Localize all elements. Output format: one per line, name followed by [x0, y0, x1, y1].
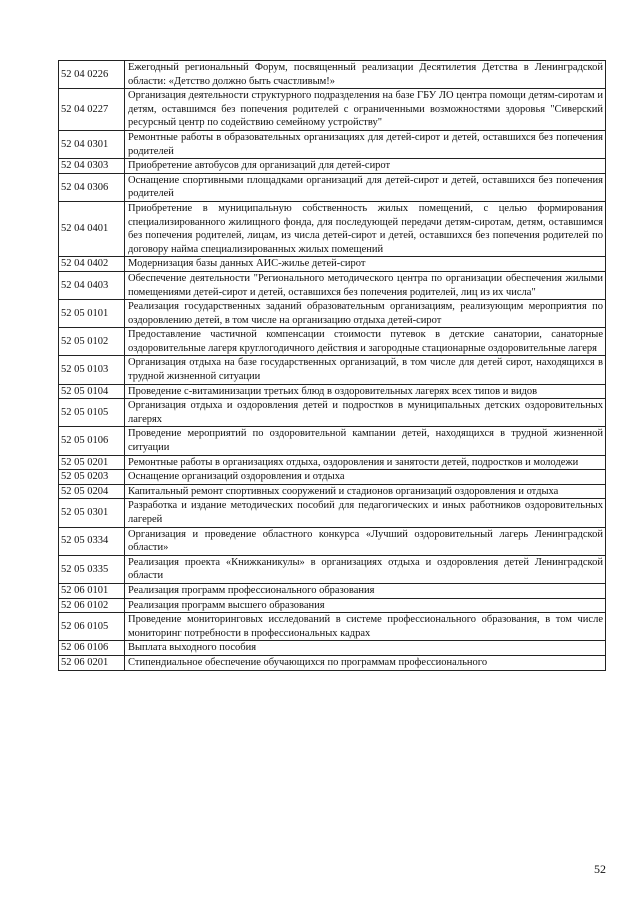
row-description: Реализация программ высшего образования	[125, 598, 606, 613]
row-description: Ремонтные работы в организациях отдыха, оздоровления и занятости детей, подростков и молодежи	[125, 455, 606, 470]
row-description: Реализация государственных заданий образовательным организациям, реализующим мероприятия по оздоровлению детей, в том числе на организацию отдыха детей-сирот	[125, 300, 606, 328]
row-code: 52 06 0106	[59, 641, 125, 656]
row-code: 52 04 0226	[59, 61, 125, 89]
row-code: 52 05 0335	[59, 555, 125, 583]
row-code: 52 06 0102	[59, 598, 125, 613]
row-code: 52 05 0203	[59, 470, 125, 485]
table-row	[59, 384, 606, 399]
table-row	[59, 173, 606, 201]
row-code: 52 05 0106	[59, 427, 125, 455]
row-code: 52 06 0201	[59, 655, 125, 670]
row-code: 52 05 0334	[59, 527, 125, 555]
row-description: Выплата выходного пособия	[125, 641, 606, 656]
row-code: 52 05 0105	[59, 399, 125, 427]
page-number: 52	[594, 862, 606, 876]
table-row	[59, 613, 606, 641]
row-description: Приобретение автобусов для организаций для детей-сирот	[125, 159, 606, 174]
row-code: 52 04 0402	[59, 257, 125, 272]
row-code: 52 05 0204	[59, 484, 125, 499]
row-description: Проведение мероприятий по оздоровительной кампании детей, находящихся в трудной жизненной ситуации	[125, 427, 606, 455]
row-description: Организация отдыха и оздоровления детей и подростков в муниципальных детских оздоровительных лагерях	[125, 399, 606, 427]
row-code: 52 05 0104	[59, 384, 125, 399]
table-row	[59, 427, 606, 455]
row-description: Оснащение спортивными площадками организаций для детей-сирот и детей, оставшихся без попечения родителей	[125, 173, 606, 201]
row-code: 52 06 0101	[59, 583, 125, 598]
row-description: Предоставление частичной компенсации стоимости путевок в детские санатории, санаторные оздоровительные лагеря круглогодичного действия и загородные стационарные оздоровительные лагеря	[125, 328, 606, 356]
row-description: Капитальный ремонт спортивных сооружений и стадионов организаций оздоровления и отдыха	[125, 484, 606, 499]
row-code: 52 05 0103	[59, 356, 125, 384]
row-code: 52 04 0401	[59, 201, 125, 256]
table-row	[59, 655, 606, 670]
table-row	[59, 271, 606, 299]
row-code: 52 05 0301	[59, 499, 125, 527]
table-row	[59, 598, 606, 613]
table-row	[59, 257, 606, 272]
row-description: Модернизация базы данных АИС-жилье детей-сирот	[125, 257, 606, 272]
table-row	[59, 61, 606, 89]
row-description: Проведение мониторинговых исследований в системе профессионального образования, в том числе мониторинг потребности в профессиональных кадрах	[125, 613, 606, 641]
table-row	[59, 583, 606, 598]
table-row	[59, 499, 606, 527]
table-row	[59, 89, 606, 131]
table-row	[59, 555, 606, 583]
row-code: 52 04 0227	[59, 89, 125, 131]
row-description: Организация и проведение областного конкурса «Лучший оздоровительный лагерь Ленинградской области»	[125, 527, 606, 555]
table-row	[59, 399, 606, 427]
table-row	[59, 328, 606, 356]
row-description: Ежегодный региональный Форум, посвященный реализации Десятилетия Детства в Ленинградской области: «Детство должно быть счастливым!»	[125, 61, 606, 89]
table-row	[59, 455, 606, 470]
row-code: 52 04 0303	[59, 159, 125, 174]
row-code: 52 04 0306	[59, 173, 125, 201]
row-code: 52 04 0301	[59, 130, 125, 158]
row-description: Реализация проекта «Книжканикулы» в организациях отдыха и оздоровления детей Ленинградской области	[125, 555, 606, 583]
budget-code-table	[58, 60, 606, 671]
row-description: Стипендиальное обеспечение обучающихся по программам профессионального	[125, 655, 606, 670]
table-row	[59, 356, 606, 384]
row-code: 52 06 0105	[59, 613, 125, 641]
table-row	[59, 159, 606, 174]
row-description: Приобретение в муниципальную собственность жилых помещений, с целью формирования специализированного жилищного фонда, для последующей передачи детям-сиротам, детям, оставшимся без попечения родителей, лицам, из числа детей-сирот и детей, оставшихся без попечения родителей по договору найма специализированных жилых помещений	[125, 201, 606, 256]
table-row	[59, 470, 606, 485]
table-row	[59, 527, 606, 555]
table-body	[59, 61, 606, 671]
table-row	[59, 484, 606, 499]
table-row	[59, 130, 606, 158]
row-description: Оснащение организаций оздоровления и отдыха	[125, 470, 606, 485]
table-row	[59, 300, 606, 328]
row-code: 52 05 0101	[59, 300, 125, 328]
row-description: Разработка и издание методических пособий для педагогических и иных работников оздоровительных лагерей	[125, 499, 606, 527]
row-description: Организация отдыха на базе государственных организаций, в том числе для детей сирот, находящихся в трудной жизненной ситуации	[125, 356, 606, 384]
row-code: 52 04 0403	[59, 271, 125, 299]
row-code: 52 05 0102	[59, 328, 125, 356]
table-row	[59, 201, 606, 256]
row-description: Обеспечение деятельности "Регионального методического центра по организации обеспечения жилыми помещениями детей-сирот и детей, оставшихся без попечения родителей, лиц из их числа"	[125, 271, 606, 299]
table-row	[59, 641, 606, 656]
row-code: 52 05 0201	[59, 455, 125, 470]
row-description: Организация деятельности структурного подразделения на базе ГБУ ЛО центра помощи детям-сиротам и детям, оставшимся без попечения родителей с ограниченными возможностями здоровья "Сиверский ресурсный центр по содействию семейному устройству"	[125, 89, 606, 131]
row-description: Ремонтные работы в образовательных организациях для детей-сирот и детей, оставшихся без попечения родителей	[125, 130, 606, 158]
row-description: Реализация программ профессионального образования	[125, 583, 606, 598]
row-description: Проведение с-витаминизации третьих блюд в оздоровительных лагерях всех типов и видов	[125, 384, 606, 399]
